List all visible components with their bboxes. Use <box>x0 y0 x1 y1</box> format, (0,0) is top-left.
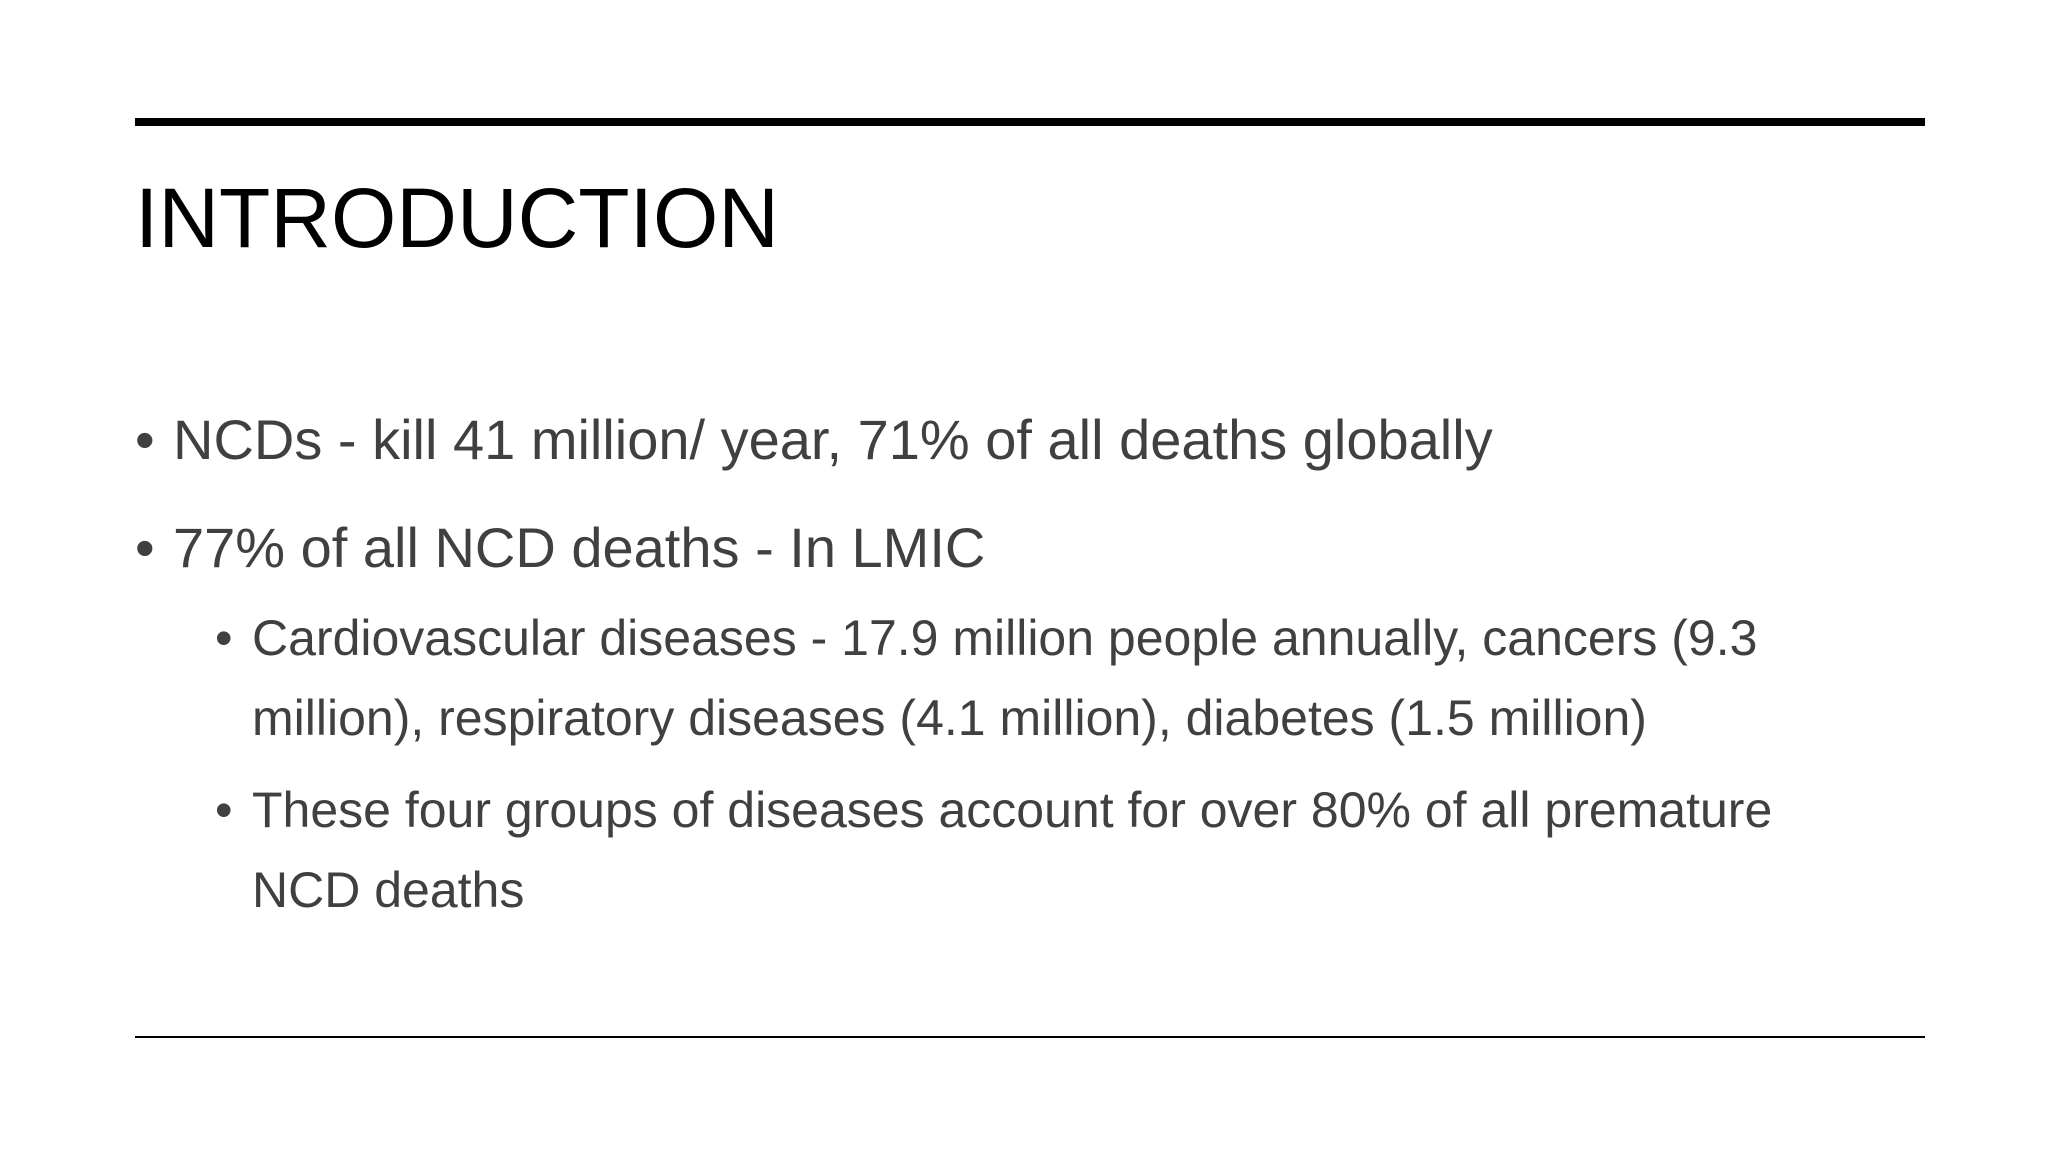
bullet-text: These four groups of diseases account for over 80% of all premature NCD deaths <box>252 782 1773 918</box>
bullet-item-ncd-deaths <box>135 400 1925 480</box>
sub-bullet-item-four-groups <box>215 770 1892 930</box>
top-rule <box>135 118 1925 126</box>
bottom-rule <box>135 1036 1925 1038</box>
bullet-item-lmic <box>135 508 1925 588</box>
bullet-text: 77% of all NCD deaths - In LMIC <box>173 516 986 579</box>
slide-title: INTRODUCTION <box>135 171 779 265</box>
bullet-dot-icon: • <box>135 516 155 579</box>
bullet-dot-icon: • <box>215 610 233 666</box>
bullet-dot-icon: • <box>135 408 155 471</box>
bullet-dot-icon: • <box>215 782 233 838</box>
bullet-text: NCDs - kill 41 million/ year, 71% of all deaths globally <box>173 408 1493 471</box>
bullet-text: Cardiovascular diseases - 17.9 million people annually, cancers (9.3 million), respiratory diseases (4.1 million), diabetes (1.5 million) <box>252 610 1758 746</box>
sub-bullet-item-disease-breakdown <box>215 598 1892 758</box>
bullet-list <box>135 400 1925 942</box>
